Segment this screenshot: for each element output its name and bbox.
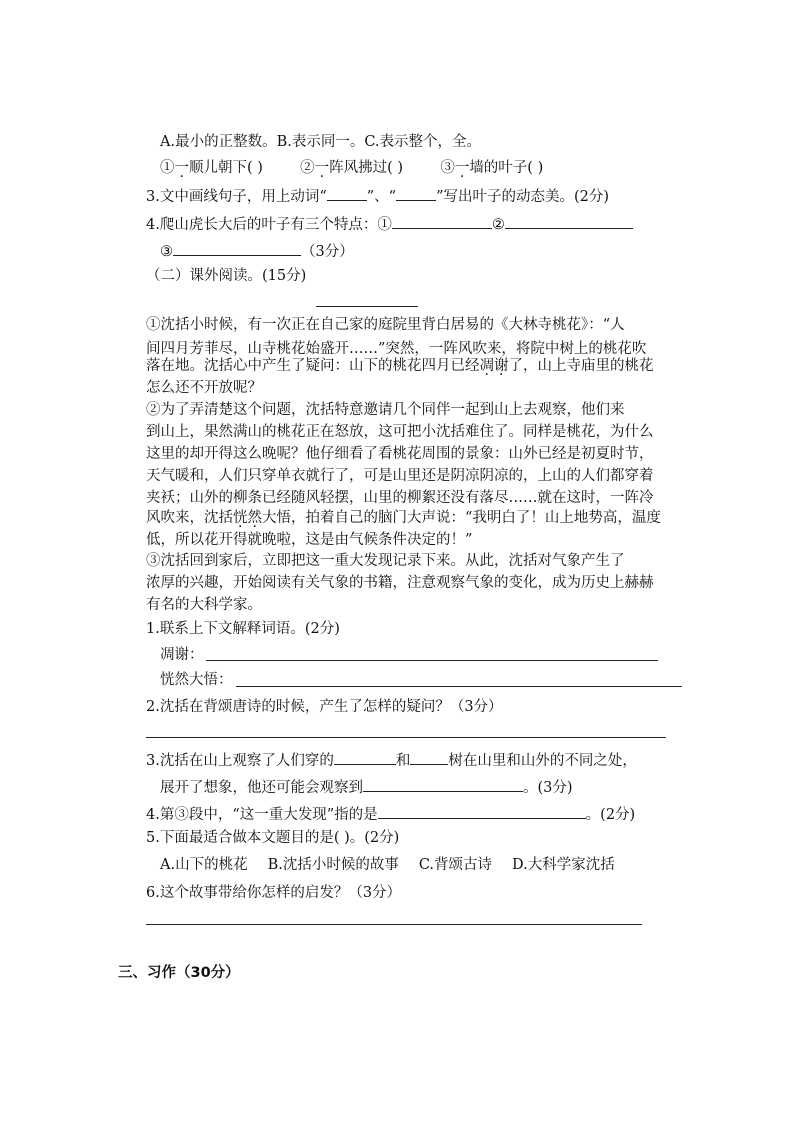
option-b[interactable]: B.沈括小时候的故事: [267, 857, 399, 873]
question-5-options: [160, 855, 615, 875]
word-huangran-label: 恍然大悟：: [160, 672, 233, 688]
reading-question-5: 5.下面最适合做本文题目的是( )。(2分): [146, 830, 400, 846]
answer-blank[interactable]: [173, 240, 301, 256]
reading-question-4: 4.第③段中，“这一重大发现”指的是 。(2分): [146, 803, 635, 825]
reading-question-6: 6.这个故事带给你怎样的启发？（3分）: [146, 885, 402, 901]
answer-blank[interactable]: [327, 185, 367, 201]
option-d[interactable]: D.大科学家沈括: [512, 857, 615, 873]
paragraph-1-line: ①沈括小时候，有一次正在自己家的庭院里背白居易的《大林寺桃花》：“人: [146, 317, 625, 333]
paragraph-3-line: ③沈括回到家后，立即把这一重大发现记录下来。从此，沈括对气象产生了: [146, 553, 625, 569]
paragraph-1-line: 落在地。沈括心中产生了疑问：山下的桃花四月已经凋谢了，山上寺庙里的桃花: [146, 358, 654, 374]
answer-blank[interactable]: [378, 803, 586, 819]
paragraph-2-line: 天气暖和，人们只穿单衣就行了，可是山里还是阴凉阴凉的，上山的人们都穿着: [146, 468, 654, 484]
question-4-cont: ③ （3分）: [160, 240, 354, 262]
q1-options: A.最小的正整数。B.表示同一。C.表示整个，全。: [160, 134, 482, 150]
paragraph-3-line: 浓厚的兴趣，开始阅读有关气象的书籍，注意观察气象的变化，成为历史上赫赫: [146, 575, 654, 591]
section-2-heading: （二）课外阅读。(15分): [146, 268, 307, 284]
question-3: 3.文中画线句子，用上动词“ ”、“ ”写出叶子的动态美。(2分): [146, 185, 609, 207]
answer-line[interactable]: [206, 660, 658, 661]
q1-item-1: ①一顺儿朝下( ): [160, 160, 263, 176]
answer-blank[interactable]: [410, 749, 448, 765]
paragraph-1-line: 怎么还不开放呢？: [146, 380, 262, 396]
paragraph-2-line: 夹袄；山外的柳条已经随风轻摆，山里的柳絮还没有落尽……就在这时，一阵冷: [146, 490, 654, 506]
q1-item-2: ②一阵风拂过( ): [300, 160, 404, 176]
section-3-heading: 三、习作（30分）: [118, 965, 240, 981]
answer-line[interactable]: [146, 737, 666, 738]
paragraph-2-line: 这里的却开得这么晚呢？他仔细看了看桃花周围的景象：山外已经是初夏时节，: [146, 446, 654, 462]
answer-blank[interactable]: [396, 185, 436, 201]
answer-blank[interactable]: [334, 749, 396, 765]
paragraph-1-line: 间四月芳菲尽，山寺桃花始盛开……”突然，一阵风吹来，将院中树上的桃花吹: [146, 341, 647, 357]
answer-blank[interactable]: [392, 213, 492, 229]
answer-blank[interactable]: [363, 776, 523, 792]
reading-question-3: 3.沈括在山上观察了人们穿的 和 树在山里和山外的不同之处，: [146, 749, 637, 771]
q1-items: [160, 158, 543, 178]
reading-question-1: 1.联系上下文解释词语。(2分): [146, 621, 340, 637]
option-a[interactable]: A.山下的桃花: [160, 857, 248, 873]
paragraph-2-line: ②为了弄清楚这个问题，沈括特意邀请几个同伴一起到山上去观察，他们来: [146, 402, 625, 418]
q1-item-3: ③一墙的叶子( ): [440, 160, 544, 176]
paragraph-3-line: 有名的大科学家。: [146, 597, 262, 613]
title-blank[interactable]: [316, 306, 418, 307]
question-4: 4.爬山虎长大后的叶子有三个特点：① ②: [146, 213, 633, 235]
option-c[interactable]: C.背颂古诗: [418, 857, 493, 873]
answer-blank[interactable]: [505, 213, 633, 229]
reading-question-3-cont: 展开了想象，他还可能会观察到 。(3分): [160, 776, 573, 798]
paragraph-2-line: 到山上，果然满山的桃花正在怒放，这可把小沈括难住了。同样是桃花，为什么: [146, 424, 654, 440]
answer-line[interactable]: [236, 686, 682, 687]
reading-question-2: 2.沈括在背颂唐诗的时候，产生了怎样的疑问？（3分）: [146, 699, 503, 715]
word-diaoxie-label: 凋谢：: [160, 647, 204, 663]
answer-line[interactable]: [146, 924, 642, 925]
paragraph-2-line: 风吹来，沈括恍然大悟，拍着自己的脑门大声说：“我明白了！山上地势高，温度: [146, 510, 661, 526]
paragraph-2-line: 低，所以花开得就晚啦，这是由气候条件决定的！”: [146, 532, 473, 548]
